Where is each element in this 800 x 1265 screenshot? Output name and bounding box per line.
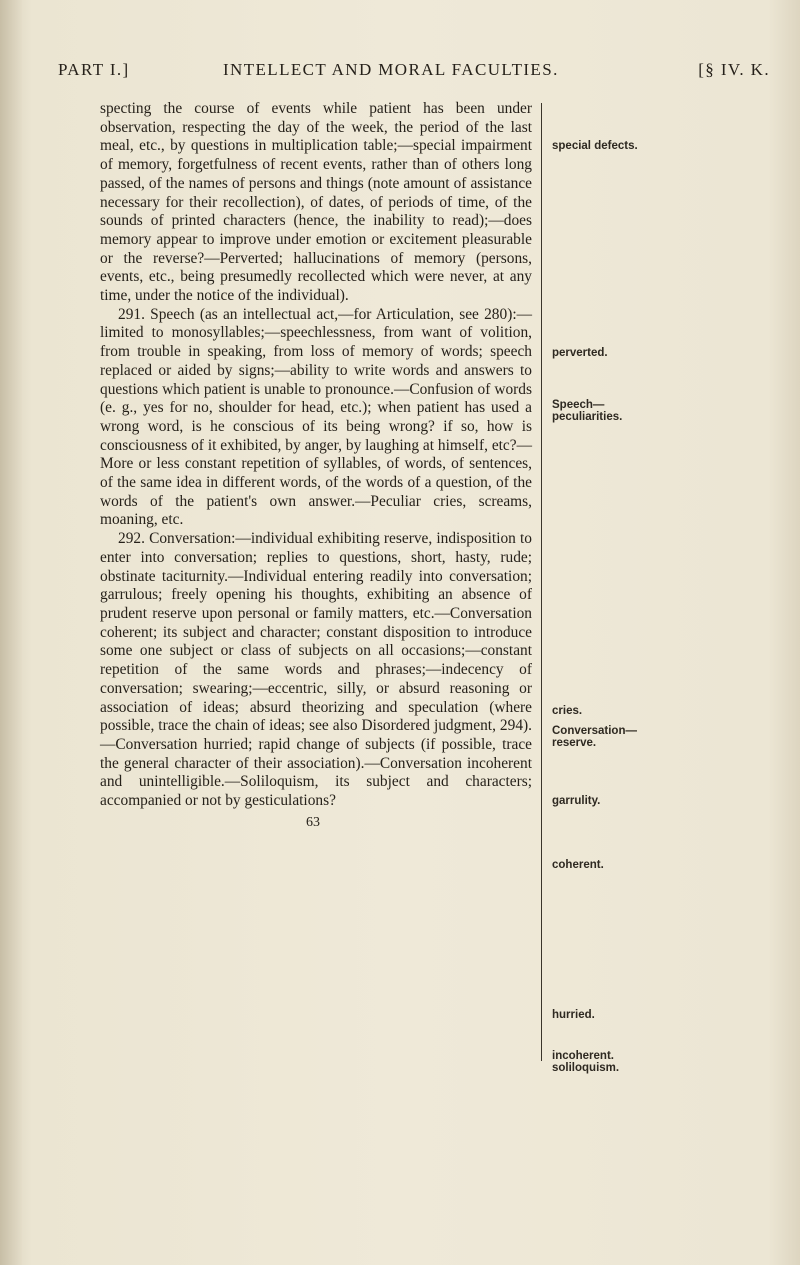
paragraph-291-speech: 291. Speech (as an intellectual act,—for Articulation, see 280):—limited to monosyllables;—speechlessness, from want of volition, from trouble in speaking, from loss of memory of words; speech replaced or aided by signs;—ability to write words and answers to questions which patient is unable to pronounce.—Confusion of words (e. g., yes for no, shoulder for head, etc.); when patient has used a wrong word, is he conscious of its being wrong? if so, how is consciousness of it exhibited, by anger, by laughing at himself, etc?—More or less constant repetition of syllables, of words, of sentences, of the same idea in different words, of the words of a question, of the words of the patient's own answer.—Peculiar cries, screams, moaning, etc. [100,305,532,529]
body-text [100,100,532,811]
margin-note-hurried: hurried. [552,1009,595,1021]
margin-note-garrulity: garrulity. [552,795,601,807]
margin-rule [541,103,542,1061]
running-header [58,48,770,82]
margin-note-special-defects: special defects. [552,140,638,152]
header-title: INTELLECT AND MORAL FACULTIES. [223,60,559,79]
margin-note-incoherent: incoherent. [552,1050,614,1062]
margin-note-cries: cries. [552,705,583,717]
page-gutter [0,0,22,1265]
margin-note-coherent: coherent. [552,859,604,871]
margin-note-reserve: reserve. [552,737,597,749]
margin-note-perverted: perverted. [552,347,608,359]
page-number: 63 [306,815,320,830]
header-part: PART I.] [58,60,130,79]
paragraph-continuation: specting the course of events while patient has been under observation, respecting the day of the week, the period of the last meal, etc., by questions in multiplication table;—special impairment of memory, forgetfulness of recent events, rather than of others long passed, of the names of persons and things (note amount of assistance necessary for their recollection), of dates, of periods of time, of the sounds of printed characters (hence, the inability to read);—does memory appear to improve under emotion or excitement pleasurable or the reverse?—Perverted; hallucinations of memory (persons, events, etc., being presumedly recollected which were never, at any time, under the notice of the individual). [100,100,532,305]
margin-note-conversation: Conversation— [552,725,637,737]
paragraph-292-conversation: 292. Conversation:—individual exhibiting reserve, indisposition to enter into conversation; replies to questions, short, hasty, rude; obstinate taciturnity.—Individual entering readily into conversation; garrulous; freely opening his thoughts, exhibiting an absence of prudent reserve upon personal or family matters, etc.—Conversation coherent; its subject and character; constant disposition to introduce some one subject or class of subjects on all occasions;—constant repetition of the same words and phrases;—indecency of conversation; swearing;—eccentric, silly, or absurd reasoning or association of ideas; absurd theorizing and speculation (where possible, trace the chain of ideas; see also Disordered judgment, 294).—Conversation hurried; rapid change of subjects (if possible, trace the general character of their association).—Conversation incoherent and unintelligible.—Soliloquism, its subject and characters; accompanied or not by gesticulations? [100,530,532,810]
margin-note-soliloquism: soliloquism. [552,1062,620,1074]
margin-note-peculiarities: peculiarities. [552,411,623,423]
header-section: [§ IV. K. [698,60,770,79]
margin-note-speech: Speech— [552,399,605,411]
